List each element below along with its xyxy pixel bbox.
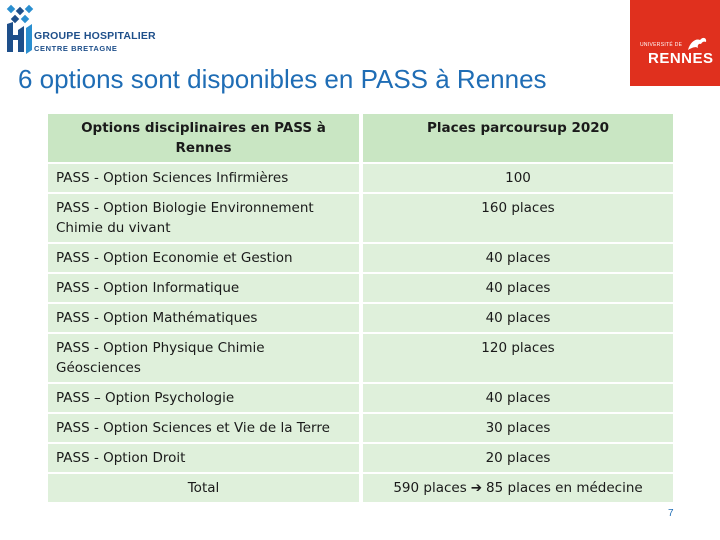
places-cell: 40 places [363,304,673,332]
table-row [48,304,673,332]
hospital-logo-line1: GROUPE HOSPITALIER [34,30,156,42]
total-value [363,474,673,502]
table-row [48,384,673,412]
option-cell: PASS - Option Sciences Infirmières [48,164,363,192]
university-logo [630,0,720,86]
option-cell: PASS - Option Mathématiques [48,304,363,332]
table-row [48,244,673,272]
total-row [48,474,673,502]
table-row [48,444,673,472]
total-places: 590 places [393,480,467,496]
table-row [48,414,673,442]
university-logo-line1: UNIVERSITÉ DE [640,42,683,48]
option-cell: PASS – Option Psychologie [48,384,363,412]
header-places: Places parcoursup 2020 [363,114,673,162]
total-label: Total [48,474,363,502]
places-cell: 160 places [363,194,673,242]
places-cell: 30 places [363,414,673,442]
university-logo-line2: RENNES [648,50,714,67]
slide-title: 6 options sont disponibles en PASS à Rennes [18,64,547,94]
hospital-logo [4,4,174,56]
places-cell: 40 places [363,384,673,412]
option-cell: PASS - Option Sciences et Vie de la Terre [48,414,363,442]
option-cell: PASS - Option Droit [48,444,363,472]
pass-options-table [48,112,673,504]
total-result: 85 places en médecine [486,480,643,496]
places-cell: 20 places [363,444,673,472]
places-cell: 100 [363,164,673,192]
hospital-logo-mark-icon [4,4,34,56]
option-cell: PASS - Option Economie et Gestion [48,244,363,272]
table-row [48,274,673,302]
table-header-row [48,114,673,162]
arrow-right-icon: ➔ [470,480,483,496]
table-row [48,164,673,192]
page-number: 7 [668,508,674,519]
option-cell: PASS - Option Informatique [48,274,363,302]
places-cell: 120 places [363,334,673,382]
table-row [48,194,673,242]
places-cell: 40 places [363,244,673,272]
table-row [48,334,673,382]
option-cell: PASS - Option Biologie Environnement Chimie du vivant [48,194,363,242]
places-cell: 40 places [363,274,673,302]
hospital-logo-line2: CENTRE BRETAGNE [34,44,118,53]
option-cell: PASS - Option Physique Chimie Géosciences [48,334,363,382]
header-options: Options disciplinaires en PASS à Rennes [48,114,363,162]
